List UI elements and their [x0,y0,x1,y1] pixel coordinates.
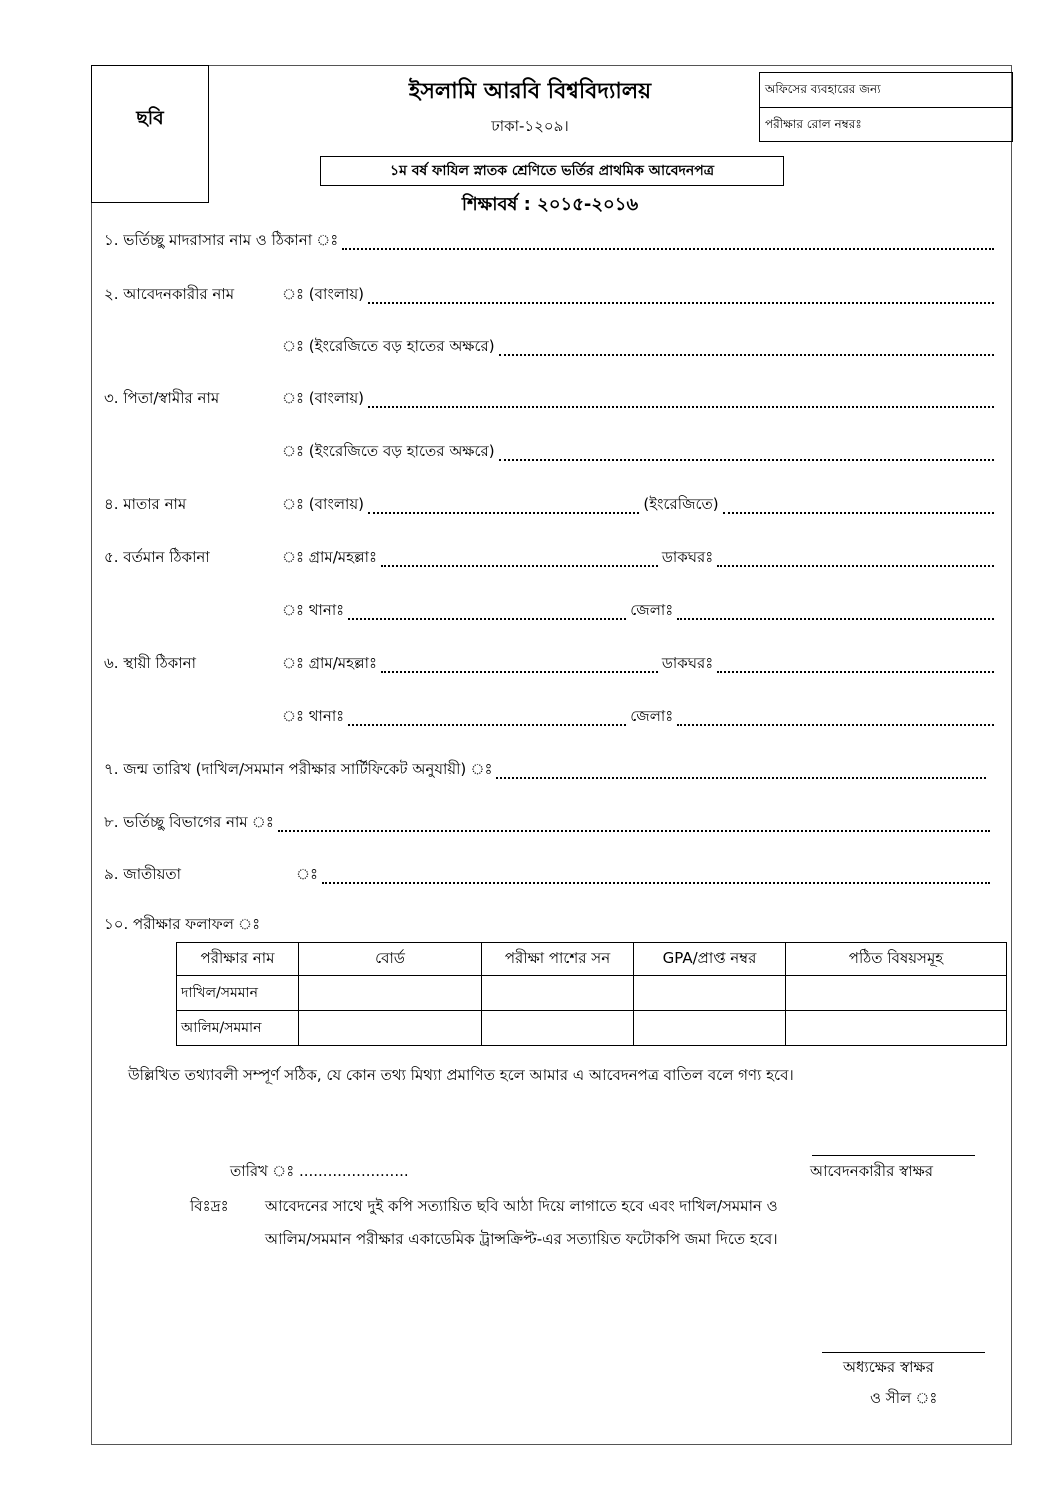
photo-label: ছবি [136,107,164,129]
thana-label: ঃ থানাঃ [282,707,345,725]
note-line-1: আবেদনের সাথে দুই কপি সত্যায়িত ছবি আঠা দিয়ে লাগাতে হবে এবং দাখিল/সমমান ও [265,1197,778,1215]
table-cell[interactable] [482,976,634,1011]
present-address-village-field[interactable] [104,545,998,571]
thana-label: ঃ থানাঃ [282,601,345,619]
exam-results-heading: ১০. পরীক্ষার ফলাফল ঃ [104,915,261,933]
fill-line[interactable] [348,723,626,726]
date-of-birth-label: ৭. জন্ম তারিখ (দাখিল/সমমান পরীক্ষার সার্টিফিকেট অনুযায়ী) ঃ [104,760,493,778]
applicant-name-english-field[interactable] [104,334,998,360]
table-cell[interactable] [299,1011,482,1046]
permanent-address-label: ৬. স্থায়ী ঠিকানা [104,654,196,672]
photo-box[interactable] [91,65,209,203]
applicant-name-bangla-field[interactable] [104,282,998,308]
present-address-label: ৫. বর্তমান ঠিকানা [104,548,210,566]
fill-line[interactable] [368,511,639,514]
exam-results-table [176,942,1007,1046]
fill-line[interactable] [499,458,994,461]
table-header-row [177,943,1007,976]
office-use-box [759,72,1013,142]
applicant-signature-line[interactable] [812,1155,975,1156]
table-row [177,976,1007,1011]
english-label: (ইংরেজিতে) [643,495,719,513]
fill-line[interactable] [717,564,994,567]
english-caps-label: ঃ (ইংরেজিতে বড় হাতের অক্ষরে) [282,337,495,355]
fill-line[interactable] [499,353,994,356]
bangla-label: ঃ (বাংলায়) [282,285,365,303]
date-of-birth-field[interactable] [104,757,990,783]
nationality-field[interactable] [104,862,994,888]
table-cell[interactable] [786,976,1007,1011]
date-field[interactable]: তারিখ ঃ ....................... [230,1162,409,1180]
table-cell[interactable] [634,976,786,1011]
permanent-address-thana-field[interactable] [104,704,998,730]
village-label: ঃ গ্রাম/মহল্লাঃ [282,654,378,672]
table-cell[interactable] [299,976,482,1011]
english-caps-label: ঃ (ইংরেজিতে বড় হাতের অক্ষরে) [282,442,495,460]
table-cell[interactable] [634,1011,786,1046]
fill-line[interactable] [496,776,986,779]
fill-line[interactable] [342,247,994,250]
fill-line[interactable] [723,511,994,514]
fill-line[interactable] [278,829,990,832]
fill-line[interactable] [381,670,658,673]
applicant-signature-label: আবেদনকারীর স্বাক্ষর [810,1162,933,1180]
village-label: ঃ গ্রাম/মহল্লাঃ [282,548,378,566]
principal-signature-line[interactable] [822,1352,985,1353]
fill-line[interactable] [322,881,990,884]
fill-line[interactable] [368,405,994,408]
mother-name-field[interactable] [104,492,998,518]
principal-signature-label: অধ্যক্ষের স্বাক্ষর [843,1358,934,1376]
table-row [177,1011,1007,1046]
form-title: ১ম বর্ষ ফাযিল স্নাতক শ্রেণিতে ভর্তির প্রাথমিক আবেদনপত্র [320,156,784,186]
nationality-label: ৯. জাতীয়তা [104,865,182,883]
fill-line[interactable] [717,670,994,673]
post-office-label: ডাকঘরঃ [661,548,714,566]
note-line-2: আলিম/সমমান পরীক্ষার একাডেমিক ট্রান্সক্রিপ্ট-এর সত্যায়িত ফটোকপি জমা দিতে হবে। [265,1230,778,1248]
bangla-label: ঃ (বাংলায়) [282,389,365,407]
column-header: পঠিত বিষয়সমূহ [786,943,1007,976]
row-label: আলিম/সমমান [177,1011,299,1046]
table-cell[interactable] [786,1011,1007,1046]
row-label: দাখিল/সমমান [177,976,299,1011]
madrasa-name-field[interactable] [104,228,998,254]
department-label: ৮. ভর্তিচ্ছু বিভাগের নাম ঃ [104,813,274,831]
post-office-label: ডাকঘরঃ [661,654,714,672]
colon: ঃ [296,865,319,883]
university-city: ঢাকা-১২০৯। [491,117,569,135]
present-address-thana-field[interactable] [104,598,998,624]
permanent-address-village-field[interactable] [104,651,998,677]
fill-line[interactable] [348,617,626,620]
academic-session: শিক্ষাবর্ষ : ২০১৫-২০১৬ [461,194,639,215]
bangla-label: ঃ (বাংলায়) [282,495,365,513]
table-cell[interactable] [482,1011,634,1046]
declaration-text: উল্লিখিত তথ্যাবলী সম্পূর্ণ সঠিক, যে কোন তথ্য মিথ্যা প্রমাণিত হলে আমার এ আবেদনপত্র বাতিল বলে গণ্য হবে। [128,1066,794,1084]
fill-line[interactable] [368,301,994,304]
department-field[interactable] [104,810,994,836]
column-header: GPA/প্রাপ্ত নম্বর [634,943,786,976]
column-header: পরীক্ষার নাম [177,943,299,976]
fill-line[interactable] [381,564,658,567]
father-name-english-field[interactable] [104,439,998,465]
university-name: ইসলামি আরবি বিশ্ববিদ্যালয় [408,79,652,104]
note-label: বিঃদ্রঃ [190,1197,229,1215]
column-header: বোর্ড [299,943,482,976]
father-name-label: ৩. পিতা/স্বামীর নাম [104,389,220,407]
applicant-name-label: ২. আবেদনকারীর নাম [104,285,235,303]
office-use-label: অফিসের ব্যবহারের জন্য [765,82,881,96]
district-label: জেলাঃ [630,601,674,619]
exam-roll-number-field[interactable]: পরীক্ষার রোল নম্বরঃ [760,107,1012,141]
fill-line[interactable] [677,617,994,620]
principal-seal-label: ও সীল ঃ [870,1389,938,1407]
column-header: পরীক্ষা পাশের সন [482,943,634,976]
mother-name-label: ৪. মাতার নাম [104,495,187,513]
father-name-bangla-field[interactable] [104,386,998,412]
fill-line[interactable] [677,723,994,726]
madrasa-name-label: ১. ভর্তিচ্ছু মাদরাসার নাম ও ঠিকানা ঃ [104,231,339,249]
district-label: জেলাঃ [630,707,674,725]
